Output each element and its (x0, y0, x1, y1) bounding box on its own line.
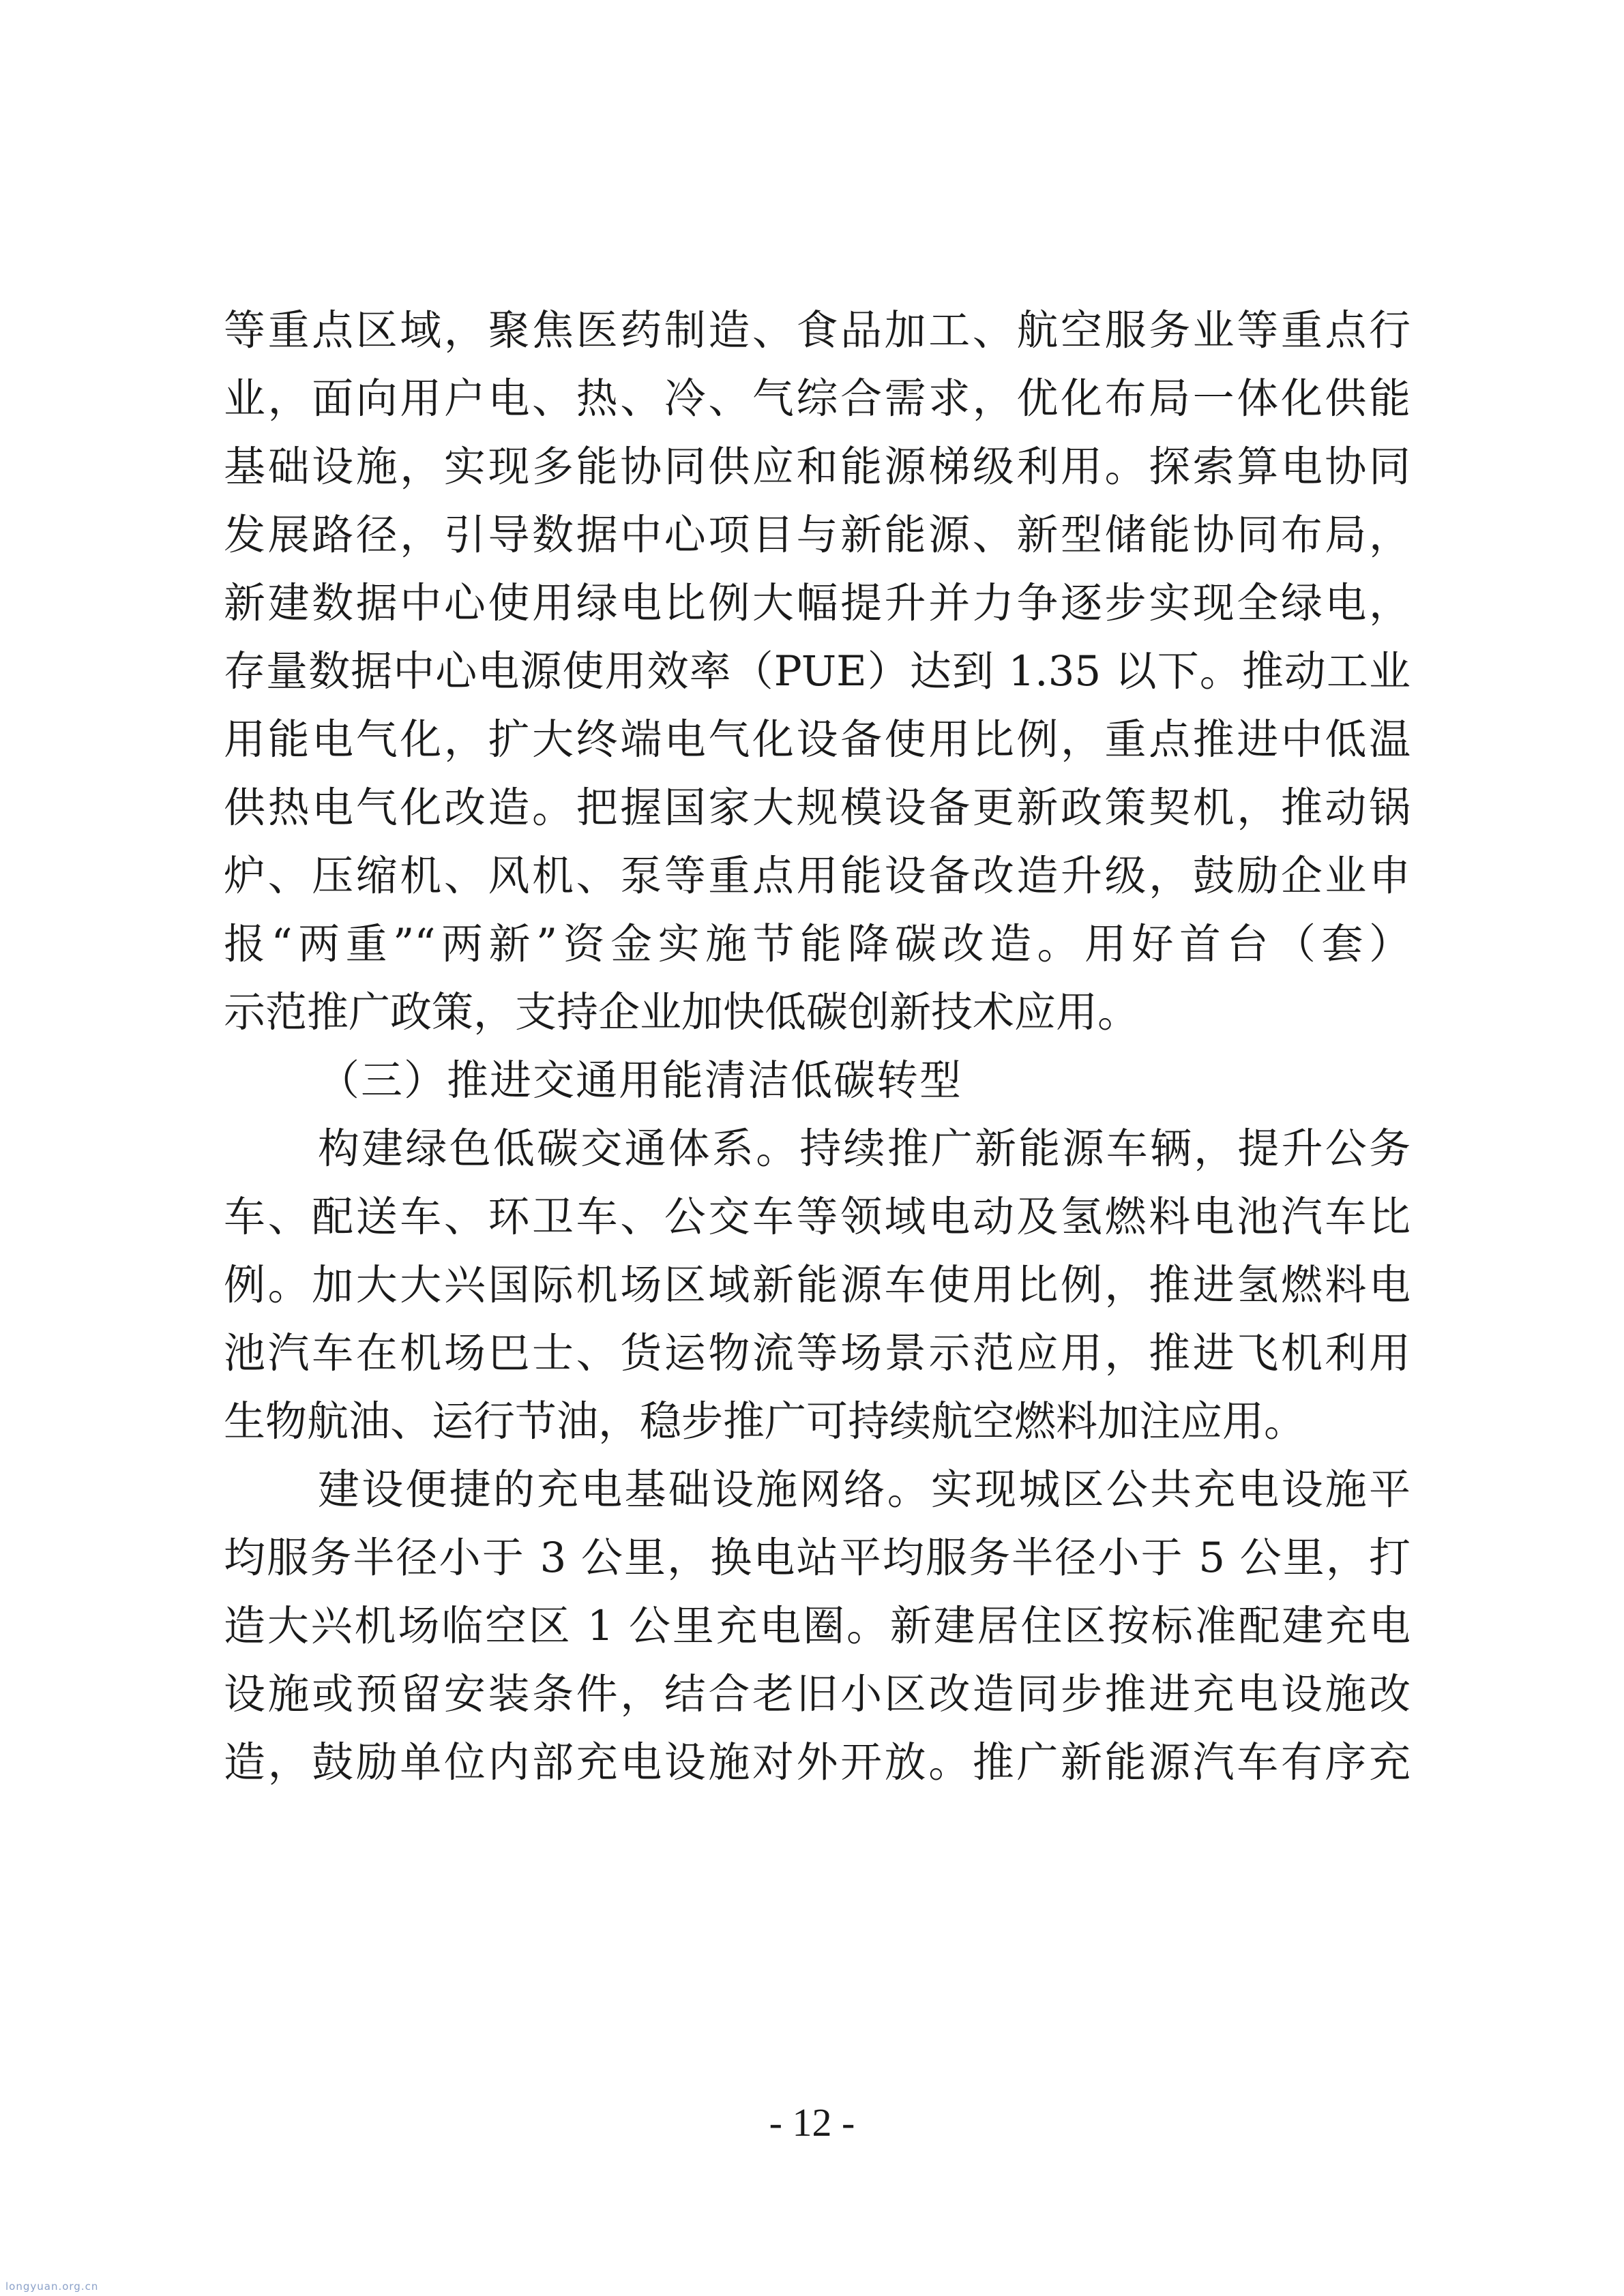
body-line: 建设便捷的充电基础设施网络。实现城区公共充电设施平 (318, 1465, 1411, 1514)
body-line: 池汽车在机场巴士、货运物流等场景示范应用，推进飞机利用 (224, 1329, 1411, 1377)
body-line: 构建绿色低碳交通体系。持续推广新能源车辆，提升公务 (318, 1124, 1411, 1173)
body-line: 车、配送车、环卫车、公交车等领域电动及氢燃料电池汽车比 (224, 1193, 1411, 1241)
body-line: 造，鼓励单位内部充电设施对外开放。推广新能源汽车有序充 (224, 1738, 1411, 1787)
body-line: 炉、压缩机、风机、泵等重点用能设备改造升级，鼓励企业申 (224, 852, 1411, 900)
body-line: 新建数据中心使用绿电比例大幅提升并力争逐步实现全绿电， (224, 579, 1411, 627)
body-line: 示范推广政策，支持企业加快低碳创新技术应用。 (224, 988, 1140, 1037)
body-line: 供热电气化改造。把握国家大规模设备更新政策契机，推动锅 (224, 784, 1411, 832)
watermark: longyuan.org.cn (5, 2280, 99, 2293)
body-line: 存量数据中心电源使用效率（PUE）达到 1.35 以下。推动工业 (224, 647, 1411, 696)
body-line: 生物航油、运行节油，稳步推广可持续航空燃料加注应用。 (224, 1397, 1306, 1446)
page-number: - 12 - (769, 2100, 855, 2145)
body-line: 基础设施，实现多能协同供应和能源梯级利用。探索算电协同 (224, 443, 1411, 491)
body-line: 等重点区域，聚焦医药制造、食品加工、航空服务业等重点行 (224, 306, 1411, 355)
body-line: 发展路径，引导数据中心项目与新能源、新型储能协同布局， (224, 511, 1411, 559)
body-line: 报“两重”“两新”资金实施节能降碳改造。用好首台（套） (224, 920, 1411, 968)
body-line: 例。加大大兴国际机场区域新能源车使用比例，推进氢燃料电 (224, 1261, 1411, 1309)
body-line: 造大兴机场临空区 1 公里充电圈。新建居住区按标准配建充电 (224, 1602, 1411, 1650)
body-line: 用能电气化，扩大终端电气化设备使用比例，重点推进中低温 (224, 715, 1411, 764)
body-line: 设施或预留安装条件，结合老旧小区改造同步推进充电设施改 (224, 1670, 1411, 1718)
body-line: 均服务半径小于 3 公里，换电站平均服务半径小于 5 公里，打 (224, 1534, 1411, 1582)
body-line: 业，面向用户电、热、冷、气综合需求，优化布局一体化供能 (224, 374, 1411, 423)
section-heading: （三）推进交通用能清洁低碳转型 (318, 1056, 963, 1105)
